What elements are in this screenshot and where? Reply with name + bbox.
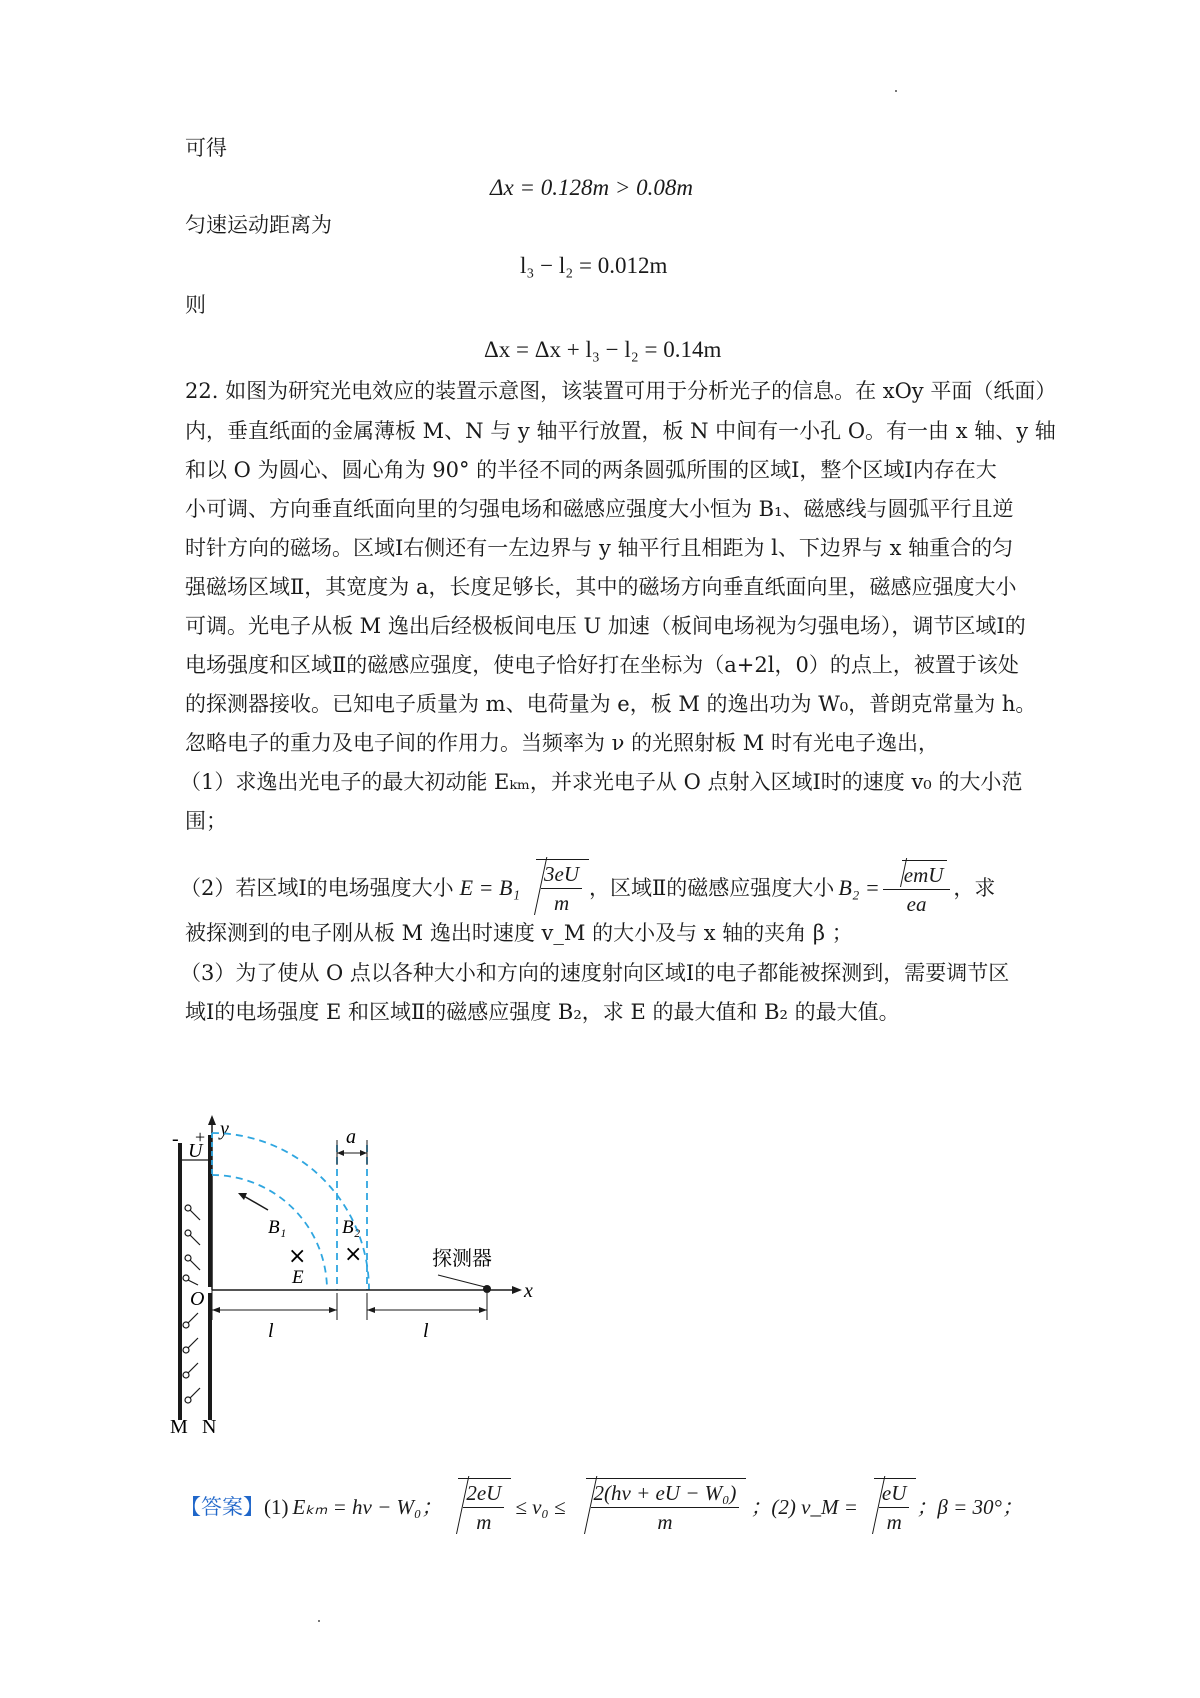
text-line: 可得 (185, 136, 227, 160)
a-label: a (346, 1126, 356, 1148)
question-line: 内，垂直纸面的金属薄板 M、N 与 y 轴平行放置，板 N 中间有一小孔 O。有一由 x 轴、y 轴 (185, 419, 1056, 443)
question-line: 22. 如图为研究光电效应的装置示意图，该装置可用于分析光子的信息。在 xOy 平面（纸面） (185, 379, 1057, 403)
detector-pointer (438, 1275, 485, 1287)
apparatus-diagram (170, 1115, 600, 1438)
B1-label: B₁ (268, 1217, 287, 1238)
question-line: 时针方向的磁场。区域Ⅰ右侧还有一左边界与 y 轴平行且相距为 l、下边界与 x 轴重合的匀 (185, 536, 1014, 560)
formula-B2: B₂ = (838, 874, 880, 900)
E-label: E (292, 1267, 304, 1288)
B1-arrow (242, 1195, 268, 1210)
sqrt-lower-bound: $\frac{2eU}{m}$ (442, 1478, 511, 1536)
field-cross-2: × (344, 1242, 363, 1267)
U-label: U (188, 1140, 203, 1162)
minus-sign: - (172, 1128, 179, 1150)
electrons-lower (183, 1313, 200, 1403)
question-line: 小可调、方向垂直纸面向里的匀强电场和磁感应强度大小恒为 B₁、磁感线与圆弧平行且逆 (185, 497, 1014, 521)
y-label: y (220, 1118, 229, 1140)
part-2-text: ，区域Ⅱ的磁感应强度大小 (589, 875, 835, 900)
l-label-right: l (423, 1320, 429, 1342)
text-line: 则 (185, 293, 206, 317)
equation-3: Δx = Δx + l₃ − l₂ = 0.14m (484, 337, 722, 362)
x-axis-arrow (512, 1286, 522, 1294)
M-label: M (170, 1416, 188, 1438)
part-2-line (180, 858, 1030, 918)
detector-label: 探测器 (432, 1246, 492, 1270)
question-line: 的探测器接收。已知电子质量为 m、电荷量为 e，板 M 的逸出功为 W₀，普朗克常量为 h。 (185, 692, 1037, 716)
equation-2: l₃ − l₂ = 0.012m (520, 253, 668, 278)
plus-sign: + (195, 1127, 206, 1147)
part-3-line: 域Ⅰ的电场强度 E 和区域Ⅱ的磁感应强度 B₂，求 E 的最大值和 B₂ 的最大值。 (185, 1000, 900, 1024)
B2-label: B₂ (342, 1217, 361, 1238)
part-2-line: 被探测到的电子刚从板 M 逸出时速度 v_M 的大小及与 x 轴的夹角 β ； (185, 921, 853, 945)
equation-1: Δx = 0.128m > 0.08m (490, 175, 693, 200)
question-line: 强磁场区域Ⅱ，其宽度为 a，长度足够长，其中的磁场方向垂直纸面向里，磁感应强度大小 (185, 575, 1017, 599)
field-cross-1: × (288, 1244, 307, 1269)
question-line: 和以 O 为圆心、圆心角为 90° 的半径不同的两条圆弧所围的区域Ⅰ，整个区域Ⅰ内存在大 (185, 458, 997, 482)
question-line: 忽略电子的重力及电子间的作用力。当频率为 ν 的光照射板 M 时有光电子逸出， (185, 731, 939, 755)
part-1-line: （1）求逸出光电子的最大初动能 Eₖₘ，并求光电子从 O 点射入区域Ⅰ时的速度 v₀ 的大小范 (180, 770, 1023, 794)
x-label: x (524, 1280, 533, 1302)
question-line: 电场强度和区域Ⅱ的磁感应强度，使电子恰好打在坐标为（a+2l，0）的点上，被置于该处 (185, 653, 1019, 677)
sqrt-upper-bound: $\frac{\text{2(hν + eU − W₀)}}{m}$ (570, 1478, 747, 1536)
scan-speck (318, 1620, 320, 1622)
N-label: N (202, 1416, 217, 1438)
electrons-upper (183, 1205, 200, 1285)
detector-dot (483, 1285, 491, 1293)
question-line: 可调。光电子从板 M 逸出后经极板间电压 U 加速（板间电场视为匀强电场），调节区域Ⅰ的 (185, 614, 1026, 638)
fraction-E: $\frac{3eU}{m}$ (541, 860, 582, 917)
l-label-left: l (268, 1320, 274, 1342)
O-label: O (190, 1288, 205, 1310)
fraction-B2: $\frac{\text{emU}}{ea}$ (883, 858, 951, 918)
formula-E: E = B₁ (459, 874, 521, 900)
scan-speck (895, 90, 897, 92)
answer-line: 【答案】 (1) Eₖₘ = hν − W₀； $\frac{2eU}{m}$ ≤ v₀ ≤ $\frac{\text{2(hν + eU − W₀)}}{m}$ ；(2) v_M = $\frac{eU}{m}$ ；β = 30°； (180, 1478, 1030, 1536)
part-3-line: （3）为了使从 O 点以各种大小和方向的速度射向区域Ⅰ的电子都能被探测到，需要调节区 (180, 961, 1010, 985)
text-line: 匀速运动距离为 (185, 213, 332, 237)
ekm-formula: Eₖₘ = hν − W₀； (292, 1495, 443, 1519)
sqrt-E (520, 859, 589, 917)
part-1-line: 围； (185, 809, 227, 833)
part-2-text: （2）若区域Ⅰ的电场强度大小 (180, 875, 454, 900)
part-2-text: ，求 (953, 875, 996, 900)
sqrt-vm: $\frac{eU}{m}$ (858, 1478, 917, 1536)
y-axis-arrow (208, 1115, 216, 1125)
beta-value: ；β = 30°； (916, 1495, 1023, 1519)
answer-tag: 【答案】 (180, 1495, 264, 1519)
